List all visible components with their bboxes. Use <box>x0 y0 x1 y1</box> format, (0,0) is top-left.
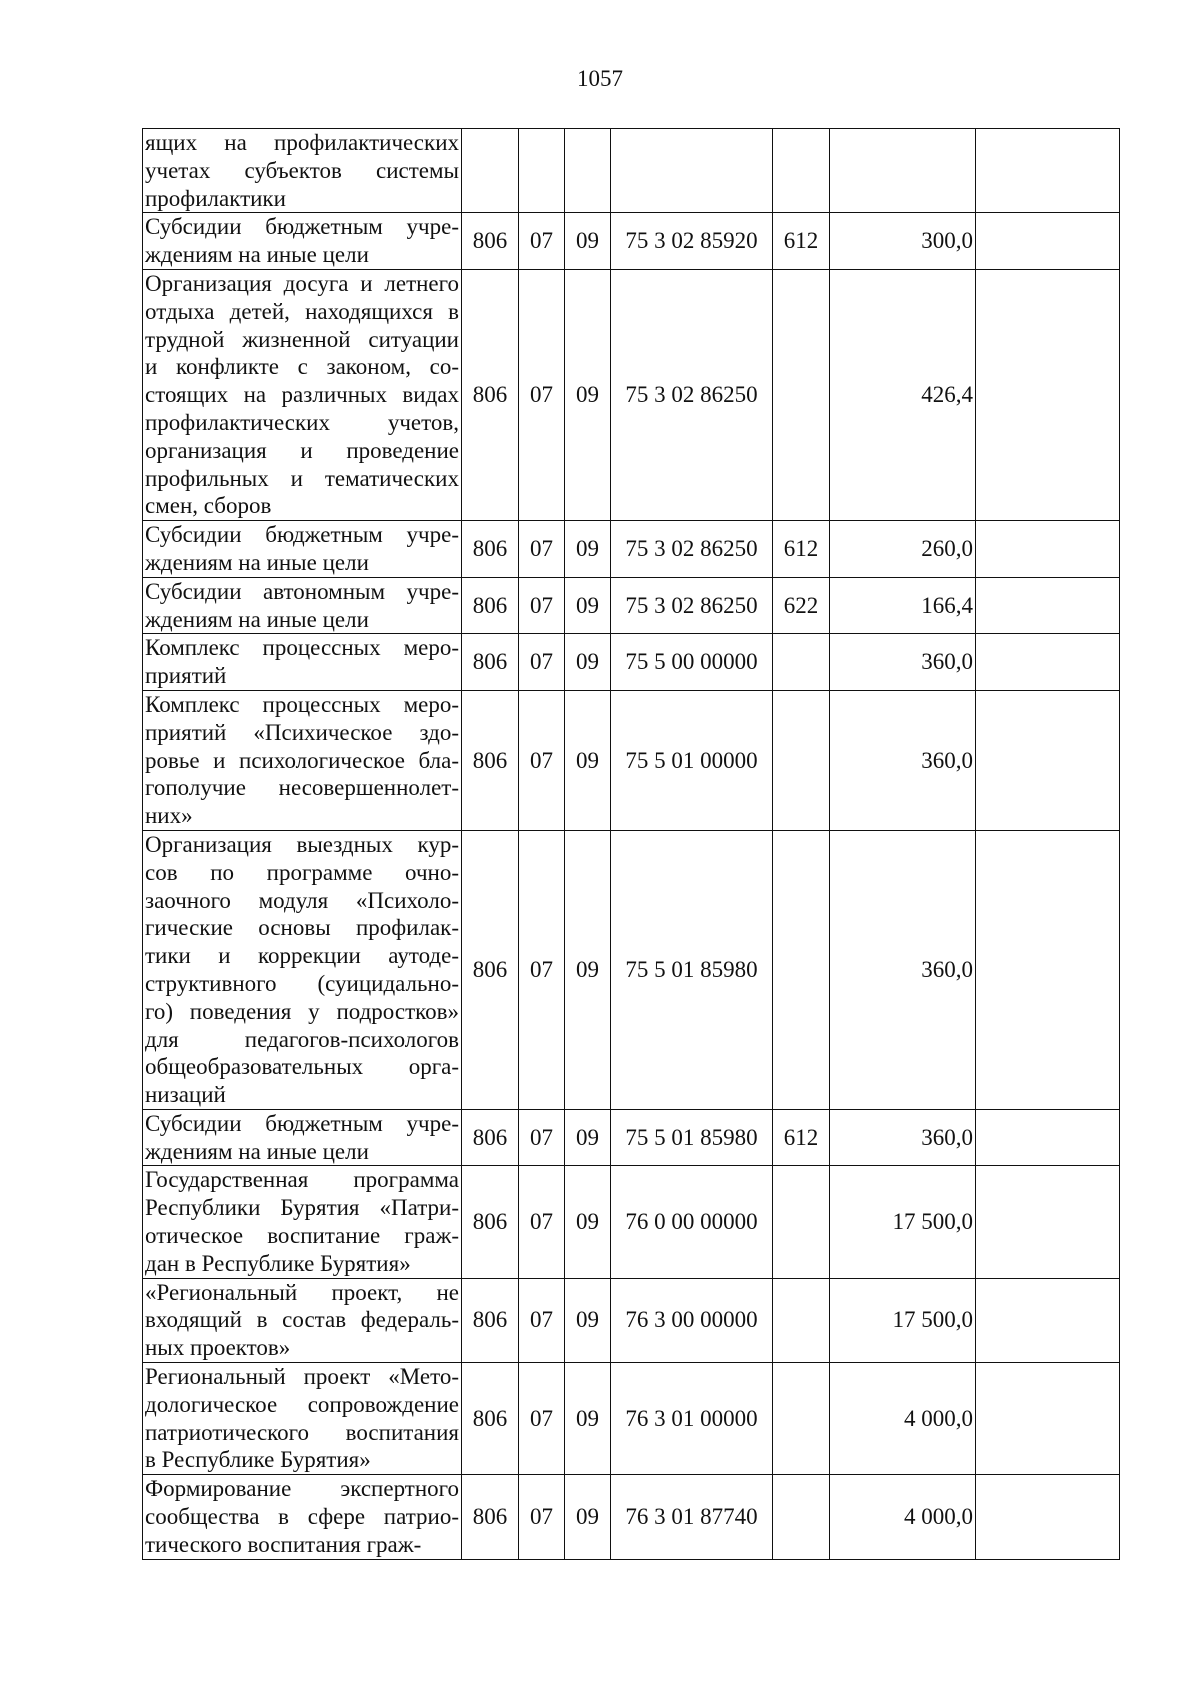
item-name-cell <box>143 1166 462 1278</box>
item-name-line: Субсидии бюджетным учре- <box>145 1110 459 1136</box>
item-name-line: Субсидии бюджетным учре- <box>145 214 459 240</box>
ministry-code-cell: 806 <box>462 1278 519 1362</box>
expense-type-cell <box>773 1166 830 1278</box>
section-code-cell: 07 <box>519 213 565 270</box>
subsection-code-cell: 09 <box>565 1278 611 1362</box>
page-number: 1057 <box>577 66 623 91</box>
section-code-cell: 07 <box>519 1363 565 1475</box>
subsection-code-cell: 09 <box>565 1109 611 1166</box>
item-name-line: низаций <box>145 1082 226 1108</box>
extra-amount-cell <box>976 213 1120 270</box>
expense-type-cell: 612 <box>773 1109 830 1166</box>
item-name-line: трудной жизненной ситуации <box>145 326 459 352</box>
item-name-line: Региональный проект «Мето- <box>145 1364 459 1390</box>
target-article-cell <box>611 129 773 213</box>
item-name-line: них» <box>145 803 193 829</box>
amount-cell: 166,4 <box>830 577 976 634</box>
expense-type-cell <box>773 269 830 520</box>
subsection-code-cell: 09 <box>565 634 611 691</box>
item-name-line: входящий в состав федераль- <box>145 1307 459 1333</box>
item-name-line: «Региональный проект, не <box>145 1279 459 1305</box>
expense-type-cell <box>773 1278 830 1362</box>
item-name-line: го) поведения у подростков» <box>145 998 459 1024</box>
amount-cell: 17 500,0 <box>830 1278 976 1362</box>
target-article-cell: 75 3 02 86250 <box>611 521 773 578</box>
amount-cell: 360,0 <box>830 1109 976 1166</box>
extra-amount-cell <box>976 1166 1120 1278</box>
subsection-code-cell: 09 <box>565 521 611 578</box>
item-name-cell <box>143 634 462 691</box>
subsection-code-cell <box>565 129 611 213</box>
target-article-cell: 75 5 01 00000 <box>611 690 773 830</box>
ministry-code-cell <box>462 129 519 213</box>
budget-table-body <box>143 129 1120 1560</box>
extra-amount-cell <box>976 1278 1120 1362</box>
section-code-cell: 07 <box>519 830 565 1109</box>
budget-table <box>142 128 1120 1560</box>
section-code-cell: 07 <box>519 521 565 578</box>
item-name-line: Республики Бурятия «Патри- <box>145 1195 459 1221</box>
section-code-cell: 07 <box>519 577 565 634</box>
item-name-line: патриотического воспитания <box>145 1419 459 1445</box>
amount-cell: 360,0 <box>830 830 976 1109</box>
item-name-line: тики и коррекции аутоде- <box>145 943 459 969</box>
amount-cell: 17 500,0 <box>830 1166 976 1278</box>
item-name-line: стоящих на различных видах <box>145 382 459 408</box>
item-name-line: Организация выездных кур- <box>145 831 459 857</box>
expense-type-cell: 612 <box>773 521 830 578</box>
item-name-line: ных проектов» <box>145 1335 291 1361</box>
amount-cell: 360,0 <box>830 634 976 691</box>
subsection-code-cell: 09 <box>565 213 611 270</box>
table-row <box>143 1278 1120 1362</box>
table-row <box>143 269 1120 520</box>
section-code-cell: 07 <box>519 634 565 691</box>
target-article-cell: 75 5 01 85980 <box>611 1109 773 1166</box>
item-name-line: Государственная программа <box>145 1167 459 1193</box>
item-name-line: тического воспитания граж- <box>145 1531 422 1557</box>
extra-amount-cell <box>976 1363 1120 1475</box>
item-name-line: учетах субъектов системы <box>145 157 459 183</box>
target-article-cell: 76 0 00 00000 <box>611 1166 773 1278</box>
item-name-line: ждениям на иные цели <box>145 606 369 632</box>
target-article-cell: 75 5 01 85980 <box>611 830 773 1109</box>
expense-type-cell: 622 <box>773 577 830 634</box>
item-name-line: смен, сборов <box>145 493 272 519</box>
expense-type-cell <box>773 129 830 213</box>
item-name-line: дан в Республике Бурятия» <box>145 1250 411 1276</box>
subsection-code-cell: 09 <box>565 1166 611 1278</box>
extra-amount-cell <box>976 1109 1120 1166</box>
target-article-cell: 75 3 02 86250 <box>611 577 773 634</box>
item-name-line: ровье и психологическое бла- <box>145 747 459 773</box>
item-name-line: гополучие несовершеннолет- <box>145 775 459 801</box>
item-name-line: Организация досуга и летнего <box>145 270 459 296</box>
item-name-line: отдыха детей, находящихся в <box>145 298 459 324</box>
item-name-line: в Республике Бурятия» <box>145 1447 371 1473</box>
subsection-code-cell: 09 <box>565 577 611 634</box>
item-name-line: приятий «Психическое здо- <box>145 719 459 745</box>
target-article-cell: 76 3 00 00000 <box>611 1278 773 1362</box>
ministry-code-cell: 806 <box>462 213 519 270</box>
table-row <box>143 634 1120 691</box>
item-name-cell <box>143 1363 462 1475</box>
item-name-line: ждениям на иные цели <box>145 549 369 575</box>
ministry-code-cell: 806 <box>462 269 519 520</box>
item-name-cell <box>143 577 462 634</box>
expense-type-cell <box>773 1363 830 1475</box>
item-name-line: Комплекс процессных меро- <box>145 691 459 717</box>
table-row <box>143 690 1120 830</box>
target-article-cell: 75 3 02 85920 <box>611 213 773 270</box>
item-name-line: организация и проведение <box>145 437 459 463</box>
extra-amount-cell <box>976 634 1120 691</box>
section-code-cell: 07 <box>519 1475 565 1559</box>
extra-amount-cell <box>976 269 1120 520</box>
extra-amount-cell <box>976 577 1120 634</box>
ministry-code-cell: 806 <box>462 634 519 691</box>
item-name-line: заочного модуля «Психоло- <box>145 887 459 913</box>
target-article-cell: 76 3 01 87740 <box>611 1475 773 1559</box>
item-name-line: ждениям на иные цели <box>145 242 369 268</box>
item-name-cell <box>143 1109 462 1166</box>
item-name-line: сов по программе очно- <box>145 859 459 885</box>
expense-type-cell <box>773 1475 830 1559</box>
table-row <box>143 129 1120 213</box>
item-name-cell <box>143 521 462 578</box>
table-row <box>143 577 1120 634</box>
item-name-line: приятий <box>145 663 227 689</box>
ministry-code-cell: 806 <box>462 1109 519 1166</box>
item-name-cell <box>143 1278 462 1362</box>
extra-amount-cell <box>976 690 1120 830</box>
section-code-cell <box>519 129 565 213</box>
extra-amount-cell <box>976 1475 1120 1559</box>
table-row <box>143 1109 1120 1166</box>
item-name-cell <box>143 129 462 213</box>
ministry-code-cell: 806 <box>462 830 519 1109</box>
amount-cell <box>830 129 976 213</box>
section-code-cell: 07 <box>519 1109 565 1166</box>
item-name-line: гические основы профилак- <box>145 915 459 941</box>
ministry-code-cell: 806 <box>462 1166 519 1278</box>
item-name-line: профилактики <box>145 185 286 211</box>
item-name-line: для педагогов-психологов <box>145 1026 459 1052</box>
target-article-cell: 76 3 01 00000 <box>611 1363 773 1475</box>
amount-cell: 426,4 <box>830 269 976 520</box>
expense-type-cell <box>773 634 830 691</box>
item-name-line: общеобразовательных орга- <box>145 1054 459 1080</box>
ministry-code-cell: 806 <box>462 690 519 830</box>
amount-cell: 360,0 <box>830 690 976 830</box>
extra-amount-cell <box>976 129 1120 213</box>
item-name-line: Формирование экспертного <box>145 1476 459 1502</box>
item-name-line: структивного (суицидально- <box>145 970 459 996</box>
item-name-cell <box>143 830 462 1109</box>
subsection-code-cell: 09 <box>565 269 611 520</box>
subsection-code-cell: 09 <box>565 1475 611 1559</box>
subsection-code-cell: 09 <box>565 1363 611 1475</box>
item-name-line: ждениям на иные цели <box>145 1138 369 1164</box>
amount-cell: 260,0 <box>830 521 976 578</box>
item-name-line: Субсидии автономным учре- <box>145 578 459 604</box>
target-article-cell: 75 3 02 86250 <box>611 269 773 520</box>
subsection-code-cell: 09 <box>565 690 611 830</box>
ministry-code-cell: 806 <box>462 577 519 634</box>
ministry-code-cell: 806 <box>462 1475 519 1559</box>
target-article-cell: 75 5 00 00000 <box>611 634 773 691</box>
item-name-line: отическое воспитание граж- <box>145 1223 459 1249</box>
item-name-line: дологическое сопровождение <box>145 1391 459 1417</box>
table-row <box>143 1475 1120 1559</box>
item-name-line: Комплекс процессных меро- <box>145 635 459 661</box>
table-row <box>143 1166 1120 1278</box>
expense-type-cell <box>773 690 830 830</box>
section-code-cell: 07 <box>519 1166 565 1278</box>
item-name-cell <box>143 269 462 520</box>
subsection-code-cell: 09 <box>565 830 611 1109</box>
item-name-line: профилактических учетов, <box>145 409 459 435</box>
item-name-cell <box>143 690 462 830</box>
amount-cell: 4 000,0 <box>830 1475 976 1559</box>
extra-amount-cell <box>976 521 1120 578</box>
item-name-line: Субсидии бюджетным учре- <box>145 522 459 548</box>
item-name-cell <box>143 1475 462 1559</box>
section-code-cell: 07 <box>519 1278 565 1362</box>
table-row <box>143 521 1120 578</box>
table-row <box>143 830 1120 1109</box>
item-name-line: сообщества в сфере патрио- <box>145 1504 459 1530</box>
item-name-line: профильных и тематических <box>145 465 459 491</box>
item-name-cell <box>143 213 462 270</box>
amount-cell: 300,0 <box>830 213 976 270</box>
item-name-line: и конфликте с законом, со- <box>145 354 459 380</box>
ministry-code-cell: 806 <box>462 1363 519 1475</box>
expense-type-cell <box>773 830 830 1109</box>
expense-type-cell: 612 <box>773 213 830 270</box>
section-code-cell: 07 <box>519 690 565 830</box>
item-name-line: ящих на профилактических <box>145 130 459 155</box>
section-code-cell: 07 <box>519 269 565 520</box>
amount-cell: 4 000,0 <box>830 1363 976 1475</box>
ministry-code-cell: 806 <box>462 521 519 578</box>
table-row <box>143 213 1120 270</box>
table-row <box>143 1363 1120 1475</box>
extra-amount-cell <box>976 830 1120 1109</box>
